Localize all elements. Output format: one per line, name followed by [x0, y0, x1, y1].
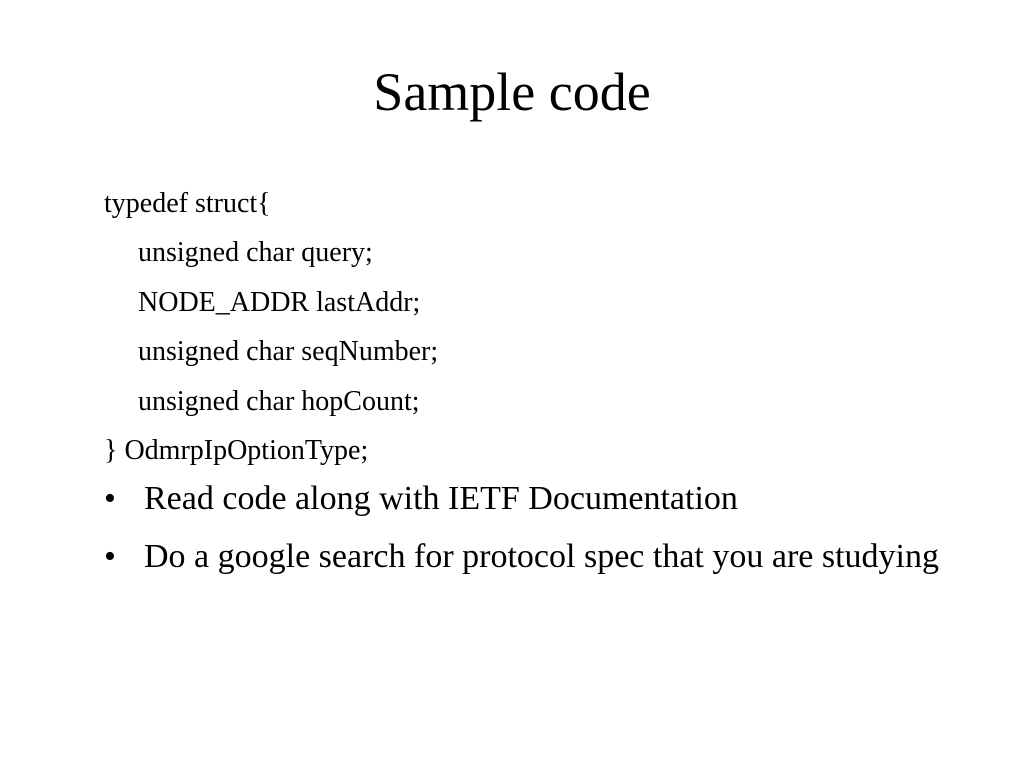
code-line-seq-number: unsigned char seqNumber; [138, 336, 439, 368]
bullet-text: Do a google search for protocol spec that you are studying [144, 538, 939, 575]
bullet-item-read-code [104, 475, 964, 523]
slide-title: Sample code [373, 62, 651, 122]
bullet-item-google-search [104, 533, 964, 581]
code-sample [104, 179, 438, 475]
code-line-last-addr: NODE_ADDR lastAddr; [138, 286, 421, 318]
code-line-typedef: typedef struct{ [104, 188, 271, 219]
code-line-query: unsigned char query; [138, 237, 373, 269]
bullet-text: Read code along with IETF Documentation [144, 480, 738, 517]
bullet-list [104, 475, 964, 591]
bullet-icon: • [104, 480, 116, 517]
bullet-icon: • [104, 538, 116, 575]
code-line-type-name: } OdmrpIpOptionType; [104, 435, 369, 467]
code-line-hop-count: unsigned char hopCount; [138, 385, 420, 417]
